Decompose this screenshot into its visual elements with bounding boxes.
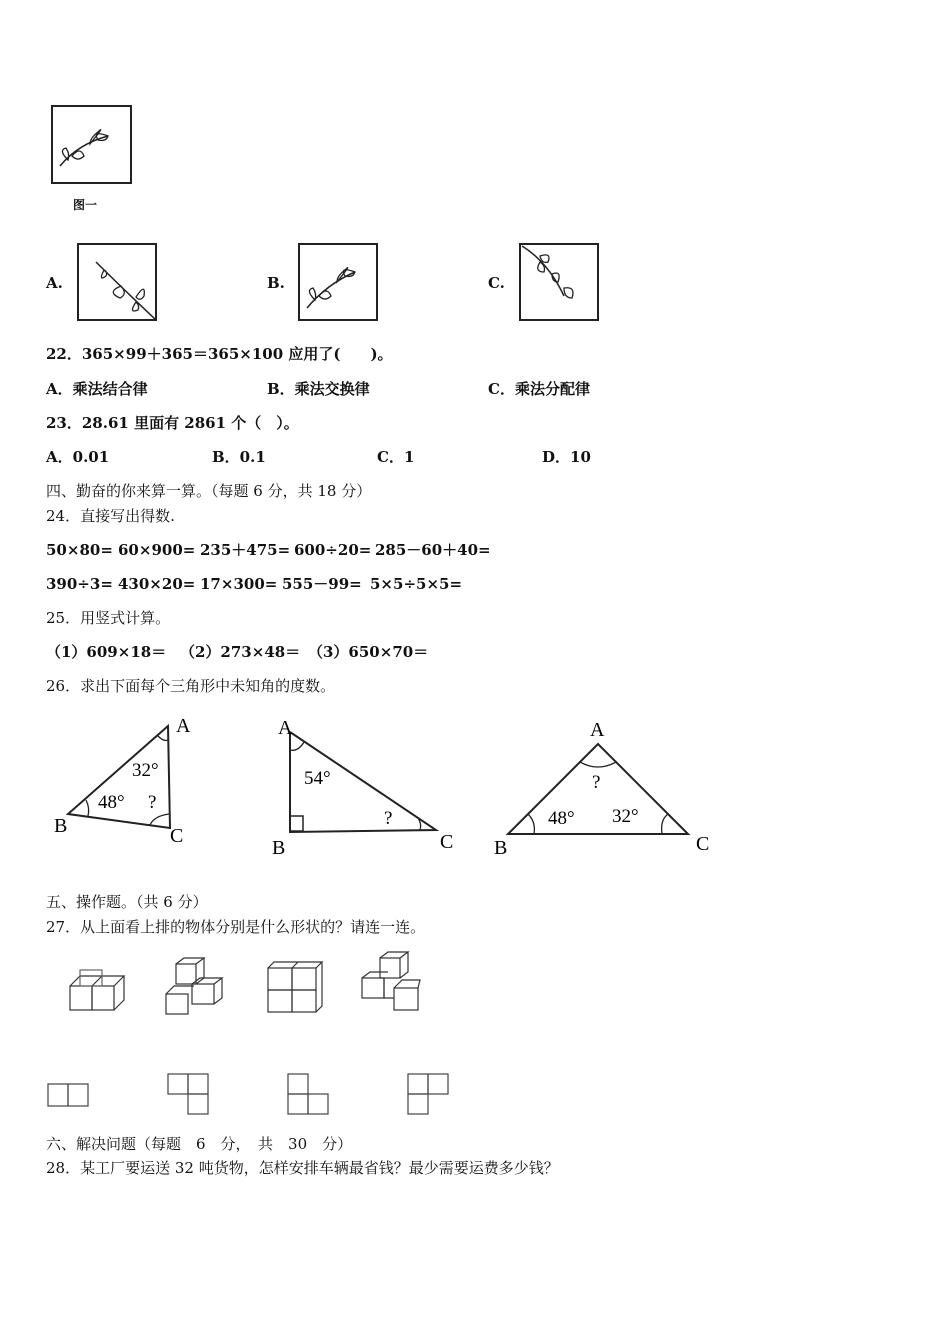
q27-object-2[interactable] bbox=[160, 956, 226, 1018]
option-b-label: B. bbox=[267, 274, 285, 292]
q25-item-1: （1）609×18＝ bbox=[46, 643, 167, 661]
q24-r2-c4: 555－99= bbox=[282, 575, 362, 593]
tri2-angle-a: 54° bbox=[304, 768, 331, 789]
q27-view-1[interactable] bbox=[46, 1082, 92, 1110]
q22-option-c[interactable]: C．乘法分配律 bbox=[488, 380, 590, 398]
q27-object-3[interactable] bbox=[264, 958, 324, 1016]
tri3-label-b: B bbox=[494, 837, 508, 859]
tri1-angle-b: 48° bbox=[98, 792, 125, 813]
tri1-label-a: A bbox=[176, 715, 191, 737]
q25-item-3: （3）650×70＝ bbox=[308, 643, 429, 661]
tri3-angle-b: 48° bbox=[548, 808, 575, 829]
tri2-label-b: B bbox=[272, 837, 286, 859]
q24-r2-c1: 390÷3= bbox=[46, 575, 113, 593]
q24-stem: 24．直接写出得数. bbox=[46, 507, 175, 525]
q23-option-c[interactable]: C．1 bbox=[377, 448, 415, 466]
q26-stem: 26．求出下面每个三角形中未知角的度数。 bbox=[46, 677, 336, 695]
q23-stem: 23．28.61 里面有 2861 个（ ）。 bbox=[46, 414, 299, 432]
q25-item-2: （2）273×48＝ bbox=[180, 643, 301, 661]
triangle-3 bbox=[490, 712, 720, 862]
option-a-label: A. bbox=[46, 274, 63, 292]
q22-option-a[interactable]: A．乘法结合律 bbox=[46, 380, 148, 398]
q24-r2-c2: 430×20= bbox=[118, 575, 196, 593]
q22-option-b[interactable]: B．乘法交换律 bbox=[267, 380, 370, 398]
q22-stem: 22．365×99＋365＝365×100 应用了( )。 bbox=[46, 345, 393, 363]
tri1-angle-a: 32° bbox=[132, 760, 159, 781]
q23-option-d[interactable]: D．10 bbox=[542, 448, 591, 466]
q27-view-2[interactable] bbox=[166, 1072, 212, 1118]
section5-title: 五、操作题。（共 6 分） bbox=[46, 893, 208, 911]
tri1-unknown: ? bbox=[148, 792, 157, 813]
tri2-unknown: ? bbox=[384, 808, 393, 829]
section4-title: 四、勤奋的你来算一算。（每题 6 分，共 18 分） bbox=[46, 482, 372, 500]
q24-r1-c5: 285－60＋40= bbox=[375, 541, 491, 559]
q27-view-3[interactable] bbox=[286, 1072, 332, 1118]
option-c-image[interactable] bbox=[518, 242, 600, 322]
tri3-angle-c: 32° bbox=[612, 806, 639, 827]
option-a-image[interactable] bbox=[76, 242, 158, 322]
q24-r1-c1: 50×80= bbox=[46, 541, 113, 559]
tri3-unknown: ? bbox=[592, 772, 601, 793]
tri2-label-a: A bbox=[278, 717, 293, 739]
q28-stem: 28．某工厂要运送 32 吨货物，怎样安排车辆最省钱？最少需要运费多少钱？ bbox=[46, 1159, 559, 1177]
section6-title: 六、解决问题（每题 6 分， 共 30 分） bbox=[46, 1135, 353, 1153]
q24-r1-c3: 235＋475= bbox=[200, 541, 291, 559]
option-b-image[interactable] bbox=[297, 242, 379, 322]
q24-r2-c3: 17×300= bbox=[200, 575, 278, 593]
figure1-image bbox=[50, 104, 134, 186]
q27-object-4[interactable] bbox=[358, 948, 424, 1014]
q25-stem: 25．用竖式计算。 bbox=[46, 609, 171, 627]
q24-r1-c2: 60×900= bbox=[118, 541, 196, 559]
q23-option-a[interactable]: A．0.01 bbox=[46, 448, 110, 466]
tri3-label-a: A bbox=[590, 719, 605, 741]
triangle-1 bbox=[50, 712, 210, 852]
triangle-2 bbox=[268, 712, 468, 862]
q27-object-1[interactable] bbox=[66, 968, 126, 1016]
q27-view-4[interactable] bbox=[406, 1072, 452, 1118]
q24-r2-c5: 5×5÷5×5= bbox=[370, 575, 463, 593]
tri3-label-c: C bbox=[696, 833, 710, 855]
figure1-caption: 图一 bbox=[73, 198, 98, 212]
option-c-label: C. bbox=[488, 274, 505, 292]
q23-option-b[interactable]: B．0.1 bbox=[212, 448, 266, 466]
tri1-label-c: C bbox=[170, 825, 184, 847]
tri1-label-b: B bbox=[54, 815, 68, 837]
q24-r1-c4: 600÷20= bbox=[294, 541, 372, 559]
tri2-label-c: C bbox=[440, 831, 454, 853]
q27-stem: 27．从上面看上排的物体分别是什么形状的？请连一连。 bbox=[46, 918, 426, 936]
